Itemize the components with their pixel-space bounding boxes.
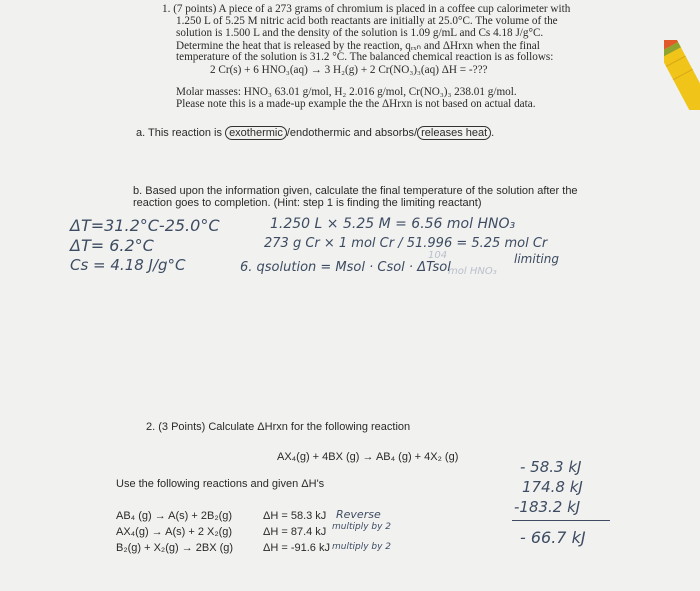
q2-reaction-1: AB₄ (g) → A(s) + 2B₂(g) (116, 510, 233, 522)
suffix: . (491, 127, 495, 139)
part-b-line-2: reaction goes to completion. (Hint: step 1 is finding the limiting reactant) (133, 197, 482, 209)
option-releases-heat: releases heat (417, 126, 491, 140)
q2-target-reaction: AX₄(g) + 4BX (g) → AB₄ (g) + 4X₂ (g) (277, 451, 459, 463)
q1-line-5: temperature of the solution is 31.2 °C. The balanced chemical reaction is as follows: (176, 51, 554, 63)
q2-dh-2: ΔH = 87.4 kJ (263, 526, 327, 538)
part-a-prefix: a. This reaction is (136, 127, 226, 139)
hw-delta-t-1: ΔT=31.2°C-25.0°C (70, 216, 220, 235)
hw-limiting: limiting (514, 252, 559, 266)
hw-q2-sum-line (512, 520, 610, 521)
hw-q2-v1: - 58.3 kJ (520, 458, 582, 476)
hw-faint-mol: mol HNO₃ (448, 266, 497, 277)
option-endothermic: endothermic and absorbs (289, 127, 415, 139)
q2-note-1: Reverse (336, 508, 381, 521)
hw-cs: Cs = 4.18 J/g°C (70, 256, 186, 274)
separator: / (286, 127, 290, 139)
q2-reaction-3: B₂(g) + X₂(g) → 2BX (g) (116, 542, 234, 554)
hw-q2-total: - 66.7 kJ (520, 528, 586, 547)
hw-q2-v2: 174.8 kJ (522, 478, 583, 496)
separator: / (414, 127, 418, 139)
hw-mol-hno3: 1.250 L × 5.25 M = 6.56 mol HNO₃ (270, 216, 516, 232)
q1-line-1: 1. (7 points) A piece of a 273 grams of chromium is placed in a coffee cup calorimeter with (162, 3, 571, 15)
q2-reaction-2: AX₄(g) → A(s) + 2 X₂(g) (116, 526, 233, 538)
hw-faint-104: 104 (428, 250, 448, 261)
q2-title: 2. (3 Points) Calculate ΔHrxn for the following reaction (146, 421, 411, 433)
hw-mol-cr: 273 g Cr × 1 mol Cr / 51.996 = 5.25 mol Cr (264, 236, 548, 251)
q1-line-4: Determine the heat that is released by the reaction, qᵣₓₙ and ΔHrxn when the final (176, 40, 540, 52)
q2-dh-3: ΔH = -91.6 kJ (263, 542, 330, 554)
hw-delta-t-2: ΔT= 6.2°C (70, 236, 154, 255)
part-b-line-1: b. Based upon the information given, calculate the final temperature of the solution after the (133, 185, 578, 197)
part-a-line (136, 127, 494, 139)
q1-line-3: solution is 1.500 L and the density of the solution is 1.09 g/mL and Cs 4.18 J/g°C. (176, 27, 544, 39)
q2-note-2: multiply by 2 (332, 522, 392, 532)
note-line: Please note this is a made-up example the the ΔHrxn is not based on actual data. (176, 98, 536, 110)
q2-use-line: Use the following reactions and given ΔH's (116, 478, 325, 490)
hw-q2-v3: -183.2 kJ (514, 498, 581, 516)
q2-note-3: multiply by 2 (332, 542, 392, 552)
option-exothermic: exothermic (225, 126, 287, 140)
q2-dh-1: ΔH = 58.3 kJ (263, 510, 327, 522)
pencil-image (664, 40, 700, 110)
molar-masses: Molar masses: HNO₃ 63.01 g/mol, H₂ 2.016 g/mol, Cr(NO₃)₃ 238.01 g/mol. (176, 86, 517, 98)
reaction-equation: 2 Cr(s) + 6 HNO₃(aq) → 3 H₂(g) + 2 Cr(NO₃)₃(aq) ΔH = -??? (210, 64, 488, 76)
hw-q-solution: 6. qsolution = Msol · Csol · ΔTsol (240, 260, 451, 275)
q1-line-2: 1.250 L of 5.25 M nitric acid both reactants are initially at 25.0°C. The volume of the (176, 15, 558, 27)
